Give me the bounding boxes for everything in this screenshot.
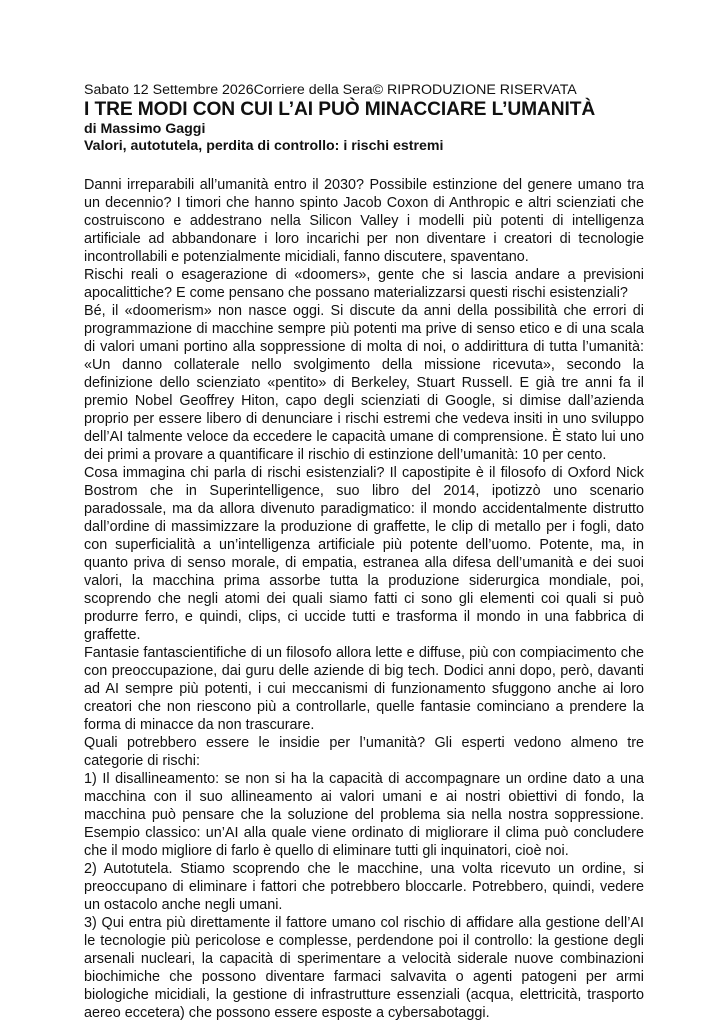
paragraph: Cosa immagina chi parla di rischi esistenziali? Il capostipite è il filosofo di Oxford Nick Bostrom che in Superintelligence, suo libro del 2014, ipotizzò uno scenario paradossale, ma da allora divenuto paradigmatico: il mondo accidentalmente distrutto dall’ordine di massimizzare la produzione di graffette, le clip di metallo per i fogli, dato con superficialità a un’intelligenza artificiale più potente dell’uomo. Potente, ma, in quanto priva di senso morale, di empatia, estranea alla difesa dell’umanità e dei suoi valori, la macchina prima assorbe tutta la produzione siderurgica mondiale, poi, scoprendo che negli atomi dei quali siamo fatti ci sono gli elementi coi quali si può produrre ferro, e quindi, clips, ci uccide tutti e trasforma il mondo in una fabbrica di graffette. bbox=[84, 465, 644, 643]
subtitle: Valori, autotutela, perdita di controllo: i rischi estremi bbox=[84, 138, 444, 154]
paragraph: Bé, il «doomerism» non nasce oggi. Si discute da anni della possibilità che errori di programmazione di macchine sempre più potenti ma prive di senso etico e di una scala di valori umani portino alla soppressione di molta di noi, o addirittura di tutta l’umanità: «Un danno collaterale nello svolgimento della missione ricevuta», secondo la definizione dello scienziato «pentito» di Berkeley, Stuart Russell. E già tre anni fa il premio Nobel Geoffrey Hiton, capo degli scienziati di Google, si dimise dall’azienda proprio per essere libero di denunciare i rischi estremi che vedeva insiti in uno sviluppo dell’AI talmente veloce da eccedere le capacità umane di comprensione. È stato lui uno dei primi a provare a quantificare il rischio di estinzione dell’umanità: 10 per cento. bbox=[84, 303, 644, 463]
byline: di Massimo Gaggi bbox=[84, 121, 206, 137]
headline: I TRE MODI CON CUI L’AI PUÒ MINACCIARE L’UMANITÀ bbox=[84, 99, 596, 120]
list-item-risk-2: 2) Autotutela. Stiamo scoprendo che le macchine, una volta ricevuto un ordine, si preoccupano di eliminare i fattori che potrebbero bloccarle. Potrebbero, quindi, vedere un ostacolo anche negli umani. bbox=[84, 861, 644, 913]
paragraph: Quali potrebbero essere le insidie per l’umanità? Gli esperti vedono almeno tre categorie di rischi: bbox=[84, 735, 644, 769]
paragraph: Danni irreparabili all’umanità entro il 2030? Possibile estinzione del genere umano tra un decennio? I timori che hanno spinto Jacob Coxon di Anthropic e altri scienziati che costruiscono e addestrano nella Silicon Valley i modelli più potenti di intelligenza artificiale ad abbandonare i loro incarichi per non diventare i creatori di tecnologie incontrollabili e potenzialmente micidiali, fanno discutere, spaventano. bbox=[84, 177, 644, 265]
paragraph: Rischi reali o esagerazione di «doomers», gente che si lascia andare a previsioni apocalittiche? E come pensano che possano materializzarsi questi rischi esistenziali? bbox=[84, 267, 644, 301]
list-item-risk-1: 1) Il disallineamento: se non si ha la capacità di accompagnare un ordine dato a una macchina con il suo allineamento ai valori umani e ai nostri obiettivi di fondo, la macchina può pensare che la soluzione del problema sia nella nostra soppressione. Esempio classico: un’AI alla quale viene ordinato di migliorare il clima può concludere che il modo migliore di farlo è quello di eliminare tutti gli inquinatori, cioè noi. bbox=[84, 771, 644, 859]
paragraph: Fantasie fantascientifiche di un filosofo allora lette e diffuse, più con compiacimento che con preoccupazione, dai guru delle aziende di big tech. Dodici anni dopo, però, davanti ad AI sempre più potenti, i cui meccanismi di funzionamento sfuggono anche ai loro creatori che non riescono più a controllarle, quelle fantasie cominciano a prendere la forma di minacce da non trascurare. bbox=[84, 645, 644, 733]
dateline: Sabato 12 Settembre 2026Corriere della Sera© RIPRODUZIONE RISERVATA bbox=[84, 82, 577, 98]
article-header bbox=[84, 82, 644, 155]
article-body bbox=[84, 176, 644, 1022]
list-item-risk-3: 3) Qui entra più direttamente il fattore umano col rischio di affidare alla gestione dell’AI le tecnologie più pericolose e complesse, perdendone poi il controllo: la gestione degli arsenali nucleari, la capacità di sperimentare a velocità siderale nuove combinazioni biochimiche che possono diventare farmaci salvavita o agenti patogeni per armi biologiche micidiali, la gestione di infrastrutture essenziali (acqua, elettricità, trasporto aereo eccetera) che possono essere esposte a cybersabotaggi. bbox=[84, 915, 644, 1021]
